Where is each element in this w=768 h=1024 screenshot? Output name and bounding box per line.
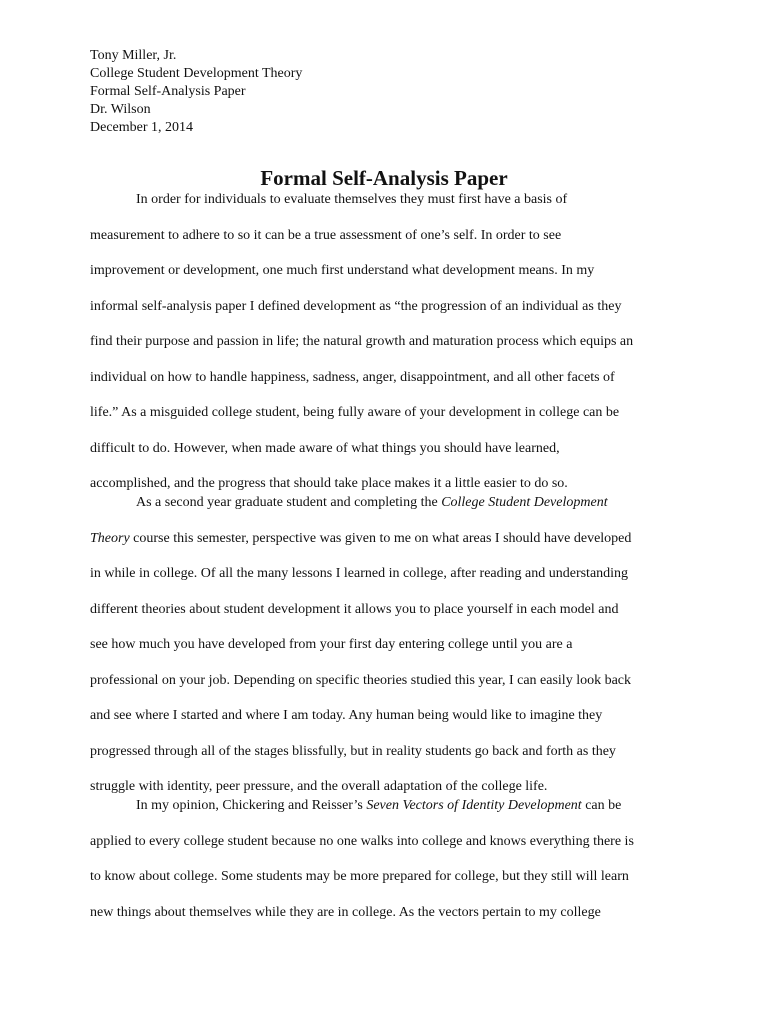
document-date: December 1, 2014	[90, 120, 194, 135]
paragraph-1-line-5: find their purpose and passion in life; the natural growth and maturation process which equips an	[90, 334, 634, 349]
paragraph-2-line-2	[90, 529, 631, 549]
paragraph-3-text: In my opinion, Chickering and Reisser’s	[136, 798, 367, 813]
paragraph-1-line-7: life.” As a misguided college student, being fully aware of your development in college can be	[90, 405, 620, 420]
paragraph-2-line-3: in while in college. Of all the many lessons I learned in college, after reading and understanding	[90, 566, 629, 581]
assignment-name: Formal Self-Analysis Paper	[90, 84, 246, 99]
document-title: Formal Self-Analysis Paper	[260, 166, 508, 190]
instructor-name: Dr. Wilson	[90, 102, 151, 117]
paragraph-3-line-3: to know about college. Some students may be more prepared for college, but they still will learn	[90, 869, 629, 884]
paragraph-1-line-8: difficult to do. However, when made aware of what things you should have learned,	[90, 441, 560, 456]
paragraph-1-line-9: accomplished, and the progress that should take place makes it a little easier to do so.	[90, 476, 568, 491]
paragraph-2-line-8: progressed through all of the stages blissfully, but in reality students go back and forth as they	[90, 744, 616, 759]
paragraph-3-line-2: applied to every college student because no one walks into college and knows everything there is	[90, 834, 634, 849]
author-name: Tony Miller, Jr.	[90, 48, 177, 63]
paragraph-1-line-3: improvement or development, one much first understand what development means. In my	[90, 263, 595, 278]
paragraph-2-line-4: different theories about student development it allows you to place yourself in each model and	[90, 602, 619, 617]
theory-title-italic: Seven Vectors of Identity Development	[366, 798, 582, 813]
paragraph-3-line-4: new things about themselves while they are in college. As the vectors pertain to my college	[90, 905, 601, 920]
paragraph-2-line-7: and see where I started and where I am today. Any human being would like to imagine they	[90, 708, 603, 723]
paragraph-2-line-5: see how much you have developed from your first day entering college until you are a	[90, 637, 573, 652]
paragraph-3-line-1	[136, 796, 621, 816]
paragraph-3-text: can be	[581, 798, 622, 813]
paragraph-2-line-1	[136, 493, 608, 513]
paragraph-2-line-6: professional on your job. Depending on specific theories studied this year, I can easily look back	[90, 673, 632, 688]
paragraph-2-text: course this semester, perspective was given to me on what areas I should have developed	[129, 531, 632, 546]
course-name: College Student Development Theory	[90, 66, 303, 81]
paragraph-1-line-1: In order for individuals to evaluate themselves they must first have a basis of	[136, 192, 568, 207]
course-title-italic: College Student Development	[441, 495, 608, 510]
document-header	[90, 47, 302, 137]
paragraph-1-line-2: measurement to adhere to so it can be a true assessment of one’s self. In order to see	[90, 228, 562, 243]
course-title-italic-continued: Theory	[90, 531, 130, 546]
paragraph-1-line-6: individual on how to handle happiness, sadness, anger, disappointment, and all other facets of	[90, 370, 615, 385]
paragraph-2-line-9: struggle with identity, peer pressure, and the overall adaptation of the college life.	[90, 779, 548, 794]
paragraph-1-line-4: informal self-analysis paper I defined development as “the progression of an individual as they	[90, 299, 622, 314]
paragraph-2-text: As a second year graduate student and completing the	[136, 495, 442, 510]
